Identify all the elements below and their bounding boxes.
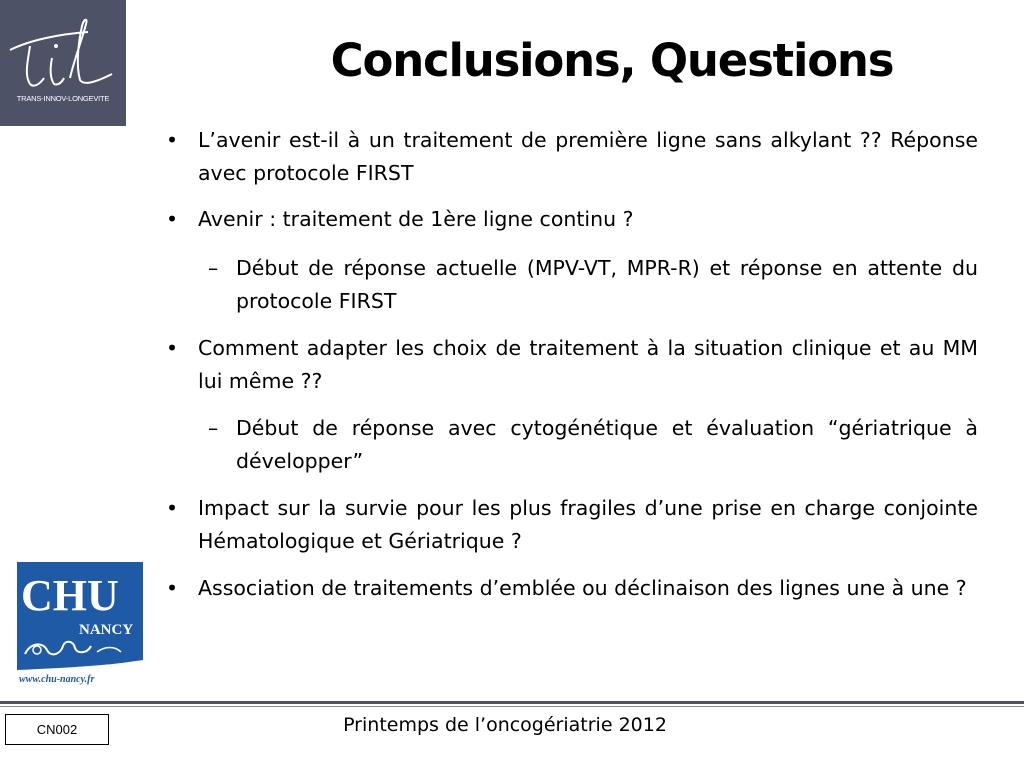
bullet-text: Comment adapter les choix de traitement à la situation clinique et au MM lui même ?? — [198, 336, 978, 393]
slide-code-box: CN002 — [5, 714, 109, 745]
til-logo — [0, 0, 126, 126]
bullet-marker: • — [166, 128, 179, 152]
title-container — [140, 34, 1024, 87]
chu-logo-line2: NANCY — [79, 622, 134, 638]
sub-bullet-text: Début de réponse actuelle (MPV-VT, MPR-R) et réponse en attente du protocole FIRST — [236, 256, 978, 313]
slide-content — [166, 124, 978, 605]
chu-logo-line1: CHU — [21, 571, 119, 620]
bullet-text: Impact sur la survie pour les plus fragiles d’une prise en charge conjointe Hématologique et Gériatrique ? — [198, 496, 978, 553]
bullet-marker: • — [166, 496, 179, 520]
bullet-marker: • — [166, 576, 179, 600]
chu-nancy-logo — [17, 562, 143, 686]
bullet-item — [166, 332, 978, 398]
bullet-text: Association de traitements d’emblée ou déclinaison des lignes une à une ? — [198, 576, 967, 600]
chu-logo-url: www.chu-nancy.fr — [19, 674, 95, 685]
footer-divider-thin — [0, 706, 1024, 707]
sub-bullet-text: Début de réponse avec cytogénétique et évaluation “gériatrique à développer” — [236, 416, 978, 473]
slide-title: Conclusions, Questions — [330, 34, 894, 87]
sub-bullet-marker: – — [208, 256, 219, 280]
footer-text: Printemps de l’oncogériatrie 2012 — [343, 714, 667, 736]
bullet-marker: • — [166, 207, 179, 231]
sub-bullet-item — [166, 252, 978, 318]
sub-bullet-item — [166, 412, 978, 478]
bullet-text: L’avenir est-il à un traitement de première ligne sans alkylant ?? Réponse avec protocole FIRST — [198, 128, 978, 185]
bullet-marker: • — [166, 336, 179, 360]
til-logo-caption: TRANS-INNOV-LONGEVITE — [16, 94, 110, 103]
til-logo-mark — [0, 0, 126, 126]
bullet-item — [166, 124, 978, 190]
bullet-text: Avenir : traitement de 1ère ligne continu ? — [198, 207, 634, 231]
bullet-item — [166, 203, 978, 236]
sub-bullet-marker: – — [208, 416, 219, 440]
footer-divider — [0, 701, 1024, 704]
chu-logo-mark — [17, 562, 143, 686]
bullet-item — [166, 572, 978, 605]
bullet-item — [166, 492, 978, 558]
